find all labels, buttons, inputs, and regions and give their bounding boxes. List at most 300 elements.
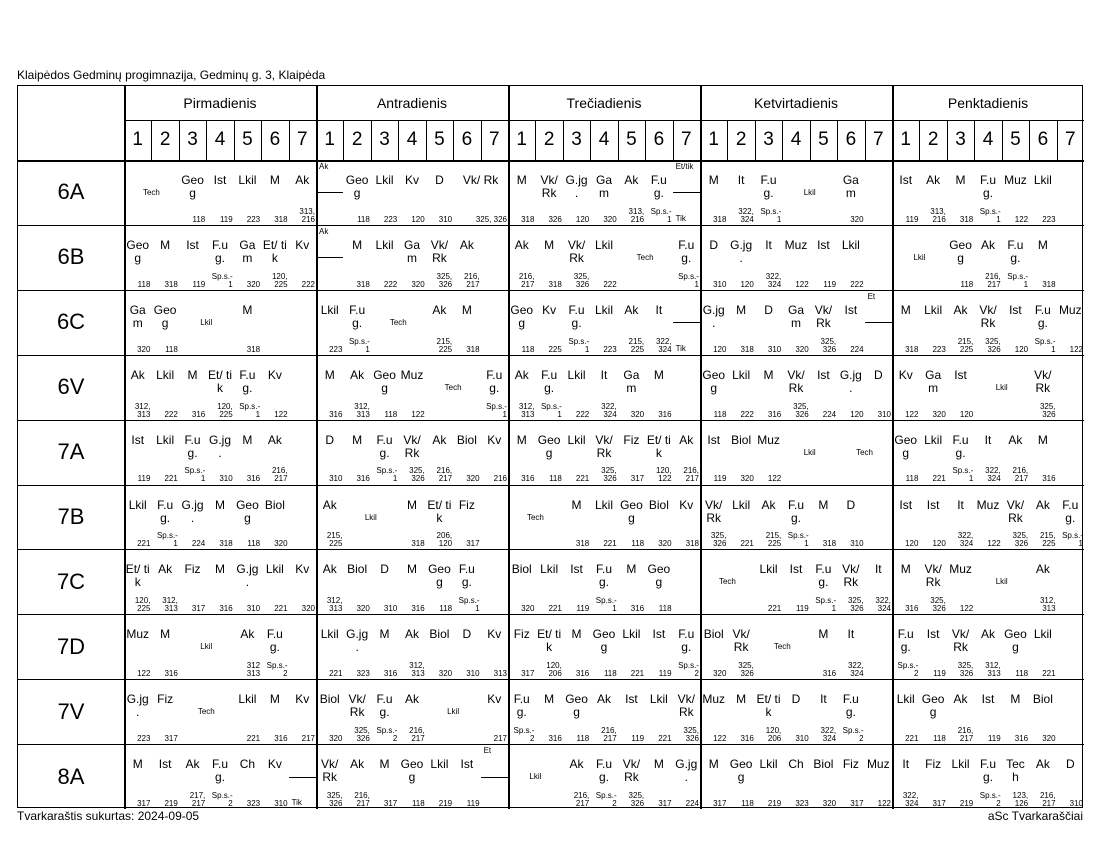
lesson-cell [426,744,453,809]
period-number: 6 [1037,129,1049,150]
subject-label: M [818,627,829,642]
period-number: 4 [598,129,610,150]
room-label: Sp.s.- 1 [760,206,782,224]
day-header: Pirmadienis [183,95,257,111]
lesson-cell [206,485,233,550]
room-label: 118 [521,344,535,354]
lesson-cell [563,290,590,355]
room-label: 325, 326 [957,661,974,679]
room-label: 215, 225 [1039,531,1056,549]
room-label: 325, 326 [601,466,617,484]
room-label: 316 [521,474,535,484]
lesson-cell [535,225,562,290]
room-label: 317 [191,604,206,614]
room-label: 122 [795,279,809,289]
room-label: 215, 225 [957,336,974,354]
room-label: 312, 313 [134,401,151,419]
lesson-cell [810,485,837,550]
lesson-cell [782,744,809,809]
lesson-cell [947,355,974,420]
subject-label: M [626,562,637,577]
room-label: 317 [932,798,946,808]
period-number: 1 [708,129,719,150]
subject-label: Tec h [1006,757,1025,785]
room-label: 325, 326 [985,336,1001,354]
room-label: 325, 326 [354,726,370,744]
subject-label: Geog [647,562,671,590]
subject-label: Vk/ Rk [403,432,421,460]
lesson-cell [755,420,782,485]
room-label: 223 [383,214,398,224]
lesson-cell [481,679,508,744]
subject-label: Lkil [156,432,175,447]
lesson-cell [289,549,316,614]
lesson-cell [179,744,206,809]
subject-label: Et/ tik [646,432,671,460]
room-label: 310 [1069,798,1083,808]
room-label: 320 [411,279,425,289]
room-label: 322, 324 [902,790,919,808]
period-number: 5 [1010,129,1021,150]
lesson-cell [1029,225,1056,290]
lesson-cell [782,290,809,355]
grid-line [563,120,564,160]
room-label: 316 [246,474,261,484]
room-label: Sp.s.- 1 [678,271,699,289]
subject-label: Vk/ Rk [705,497,723,525]
room-label: 120 [713,344,727,354]
lesson-cell [1029,614,1056,679]
period-number: 5 [626,129,637,150]
lesson-cell [563,485,590,550]
lesson-cell [371,225,398,290]
lesson-cell [1002,160,1029,225]
subject-label: Kv [487,692,502,707]
lesson-cell [316,744,343,809]
lesson-cell [1029,679,1056,744]
subject-label: G.jg . [126,692,149,720]
room-label: 310 [246,604,261,614]
lesson-cell [316,549,343,614]
lesson-cell [206,355,233,420]
grid-line [673,120,674,160]
subject-label: Kv [267,367,282,382]
subject-label: Lkil [567,432,586,447]
lesson-cell [453,614,480,679]
room-label: 320 [713,669,727,679]
room-label: 316 [1014,734,1029,744]
lesson-cell [343,225,370,290]
subject-label: Ak [240,627,255,642]
lesson-cell [234,420,261,485]
lesson-cell [590,679,617,744]
subject-label: Lkil [732,497,751,512]
subject-label: F.u g. [979,757,996,785]
lesson-cell [1057,420,1084,485]
subject-label: M [516,173,527,187]
lesson-cell [151,225,178,290]
lesson-cell [1002,679,1029,744]
lesson-cell [234,160,261,225]
room-label: 224 [685,798,699,808]
lesson-cell [700,679,727,744]
subject-label: Ga m [842,173,859,200]
lesson-cell [645,355,672,420]
day-header: Ketvirtadienis [753,95,839,111]
subject-label: Biol [429,627,450,642]
lesson-cell [124,679,151,744]
lesson-cell [1057,485,1084,550]
lesson-cell [755,355,782,420]
lesson-cell [892,160,919,225]
room-label: 120 [932,539,946,549]
lesson-cell [206,420,233,485]
lesson-cell [892,485,919,550]
room-label: 221 [658,734,672,744]
lesson-cell [892,225,947,290]
lesson-cell [481,420,508,485]
lesson-cell [590,225,617,290]
subject-label: M [900,302,911,317]
room-label: Sp.s.- 1 [486,401,507,419]
lesson-cell [151,485,178,550]
room-label: 320 [740,474,754,484]
room-label: 216 [493,474,507,484]
lesson-cell [590,485,617,550]
lesson-cell [261,225,288,290]
subject-label: Vk/ Rk [979,302,997,330]
room-label: 122 [877,798,891,808]
room-label: 318 [548,279,562,289]
room-label: 118 [357,214,370,224]
lesson-cell [673,225,700,290]
subject-label: G.jg . [181,497,204,525]
room-label: 216, 217 [985,271,1001,289]
lesson-cell [919,160,946,225]
grid-line [343,120,344,160]
room-label: 221 [274,604,288,614]
grid-line [645,120,646,160]
subject-label: Ak [350,367,365,382]
lesson-cell [590,160,617,225]
lesson-cell [645,160,672,225]
room-label: 313, 216 [930,206,946,224]
grid-line [1057,120,1058,160]
subject-label: Ak [295,173,310,187]
day-header: Trečiadienis [566,95,642,111]
room-label: 310 [438,214,453,224]
room-label: 119 [823,279,837,289]
subject-label: Ak [1035,757,1050,772]
subject-label: F.u g. [513,692,530,720]
room-label: 316 [329,409,343,419]
subject-label: Geog [894,432,918,460]
subject-label: Muz [866,757,890,772]
room-label: 317 [630,474,645,484]
subject-label: Lkil [951,757,970,772]
room-label: 320 [521,604,535,614]
subject-label: Ak [350,757,365,772]
subject-label: F.u g. [1034,302,1051,330]
room-label: 310 [219,474,233,484]
subject-label: Ist [926,497,940,512]
lesson-cell [974,549,1029,614]
subject-label: Ak [514,237,529,252]
lesson-cell [179,225,206,290]
room-label: 310 [795,734,809,744]
room-label: Sp.s.- 1 [540,401,562,419]
room-label: 316 [383,669,398,679]
class-label: 7A [57,439,85,465]
subject-label: Lkil [622,627,641,642]
subject-label: M [818,497,829,512]
lesson-cell [974,160,1001,225]
room-label: 320 [438,669,453,679]
lesson-cell [179,614,234,679]
period-number: 2 [543,129,555,150]
subject-label: D [764,302,773,317]
room-label: 320 [329,734,343,744]
subject-label: Ga m [403,237,420,265]
room-label: Sp.s.- 1 [979,206,1001,224]
split-divider [673,322,700,323]
subject-label: M [1037,237,1048,252]
room-label: 120 [905,539,919,549]
lesson-cell [563,679,590,744]
room-label: 122 [767,474,782,484]
subject-label: Ist [707,432,721,447]
room-label: 316 [274,734,288,744]
lesson-cell [508,744,563,809]
lesson-cell [1029,290,1056,355]
room-label: 323 [246,798,261,808]
room-label: 222 [740,409,754,419]
lesson-cell [398,549,425,614]
subject-label: Geog [510,302,534,330]
created-date: Tvarkaraštis sukurtas: 2024-09-05 [17,809,200,823]
subject-label: Vk/ Rk [677,692,695,720]
grid-line [782,120,783,160]
period-number: 3 [187,129,198,150]
subject-label: Ak [953,692,968,707]
room-label: 322, 324 [820,726,837,744]
room-label: 316 [575,669,590,679]
room-label: 318 [274,214,288,224]
period-number: 2 [735,129,747,150]
subject-label: Ak [980,627,995,642]
subject-label: Muz [784,237,808,252]
subject-label: Fiz [925,757,942,772]
lesson-cell [673,679,700,744]
subject-label: M [516,432,527,447]
room-label: 216, 217 [957,726,974,744]
subject-label: D [873,367,883,382]
lesson-cell [590,355,617,420]
lesson-cell [618,485,645,550]
subject-label: Biol [511,562,532,577]
subject-label: Kv [267,757,282,772]
lesson-cell [426,614,453,679]
lesson-cell [755,225,782,290]
subject-label: M [379,757,390,772]
subject-label: Et/ tik [427,497,452,525]
subject-label: Ist [899,173,913,187]
lesson-cell [974,679,1001,744]
subject-label: Geog [181,173,204,200]
lesson-cell [535,614,562,679]
subject-label: Fiz [842,757,859,772]
subject-label: M [242,432,253,447]
room-label: 223 [1042,214,1056,224]
subject-label: Ak [624,173,639,187]
room-label: 120 [850,409,864,419]
room-label: 325, 326 [573,271,590,289]
room-label: 326 [548,214,562,224]
subject-label: It [957,497,964,512]
subject-label: Tech [718,577,736,587]
class-label: 7D [56,633,86,659]
lesson-cell [261,679,288,744]
subject-label: Geog [236,497,259,525]
lesson-cell [947,679,974,744]
subject-label: Biol [1032,692,1053,707]
lesson-cell [919,290,946,355]
subject-label: M [324,367,335,382]
room-label: 316 [219,604,233,614]
day-header: Antradienis [376,95,448,111]
room-label: 122 [274,409,288,419]
room-label: 206, 120 [436,531,453,549]
room-label: 325, 326 [930,596,946,614]
lesson-cell [508,549,535,614]
room-label: 216, 217 [354,790,370,808]
room-label: 312, 313 [1039,596,1056,614]
period-number: 2 [927,129,939,150]
room-label: 320 [795,344,809,354]
room-label: 312, 313 [985,661,1001,679]
grid-line [151,120,152,160]
room-label: 118 [411,798,425,808]
room-label: 216, 217 [271,466,288,484]
subject-label: Vk/ Rk [1034,367,1052,395]
subject-label: Fiz [623,432,640,447]
lesson-cell [124,160,179,225]
subject-label: Lkil [540,562,559,577]
lesson-cell [124,290,151,355]
room-label: 118 [1015,669,1029,679]
subject-label: G.jg . [702,302,725,330]
lesson-cell [837,290,864,355]
room-label: 317 [164,734,178,744]
period-number: 3 [379,129,390,150]
subject-label: Fiz [458,497,475,512]
lesson-cell [371,355,398,420]
lesson-cell [673,744,700,809]
room-label: 118 [603,669,617,679]
grid-line [1029,120,1030,160]
grid-line [947,120,948,160]
period-number: 7 [488,129,500,150]
room-label: 122 [905,409,919,419]
subject-label: Lkil [924,432,943,447]
room-label: Sp.s.- 1 [376,466,398,484]
subject-label: M [544,237,555,252]
lesson-cell [727,485,754,550]
lesson-cell [974,614,1001,679]
room-label: 320 [603,214,617,224]
period-number: 7 [1064,129,1076,150]
period-number: 3 [955,129,966,150]
lesson-cell [343,160,370,225]
subject-label: Geog [1004,627,1027,655]
subject-label: F.u g. [349,302,366,330]
subject-label: Ak [404,692,419,707]
subject-label: M [955,173,966,187]
lesson-cell [1057,355,1084,420]
room-label: Sp.s.- 1 [815,596,837,614]
lesson-cell [234,485,261,550]
lesson-cell [892,290,919,355]
lesson-cell [700,225,727,290]
lesson-cell [261,549,288,614]
lesson-cell [426,290,453,355]
room-label: 120, 122 [655,466,672,484]
lesson-cell [316,485,343,550]
lesson-cell [508,485,563,550]
lesson-cell [398,614,425,679]
lesson-cell [618,225,673,290]
subject-label: Ak [322,562,337,577]
room-label: 316 [658,409,672,419]
lesson-cell [1029,744,1056,809]
subject-label: Lkil [995,577,1008,587]
lesson-cell [673,420,700,485]
room-label: Sp.s.- 2 [897,661,919,679]
room-label: 318 [740,344,754,354]
grid-line [179,120,180,160]
room-label: 320 [356,604,370,614]
subject-label: Biol [813,757,834,772]
grid-line [426,120,427,160]
room-label: 216, 217 [518,271,535,289]
subject-label: Ga m [623,367,640,395]
lesson-cell [727,160,754,225]
subject-label: M [461,302,472,317]
room-label: 312, 313 [518,401,535,419]
room-label: 120, 206 [765,726,782,744]
subject-label: F.u g. [376,692,393,720]
lesson-cell [1002,614,1029,679]
subject-label: D [325,432,335,447]
subject-label: M [406,562,417,577]
room-label: 325, 326 [847,596,864,614]
subject-label: Tech [773,642,791,652]
lesson-cell [700,160,727,225]
subject-label: Lkil [995,382,1008,392]
lesson-cell [947,420,974,485]
room-label: 122 [1069,344,1083,354]
subject-label: Ist [981,692,995,707]
lesson-cell [727,614,754,679]
room-label: 120 [740,279,754,289]
subject-label: M [242,302,253,317]
subject-label: Vk/ Rk [787,367,805,395]
lesson-cell [151,420,178,485]
room-label: 216, 217 [436,466,453,484]
lesson-cell [343,614,370,679]
subject-label: Et/ tik [756,692,781,720]
subject-label: Ak [953,302,968,317]
